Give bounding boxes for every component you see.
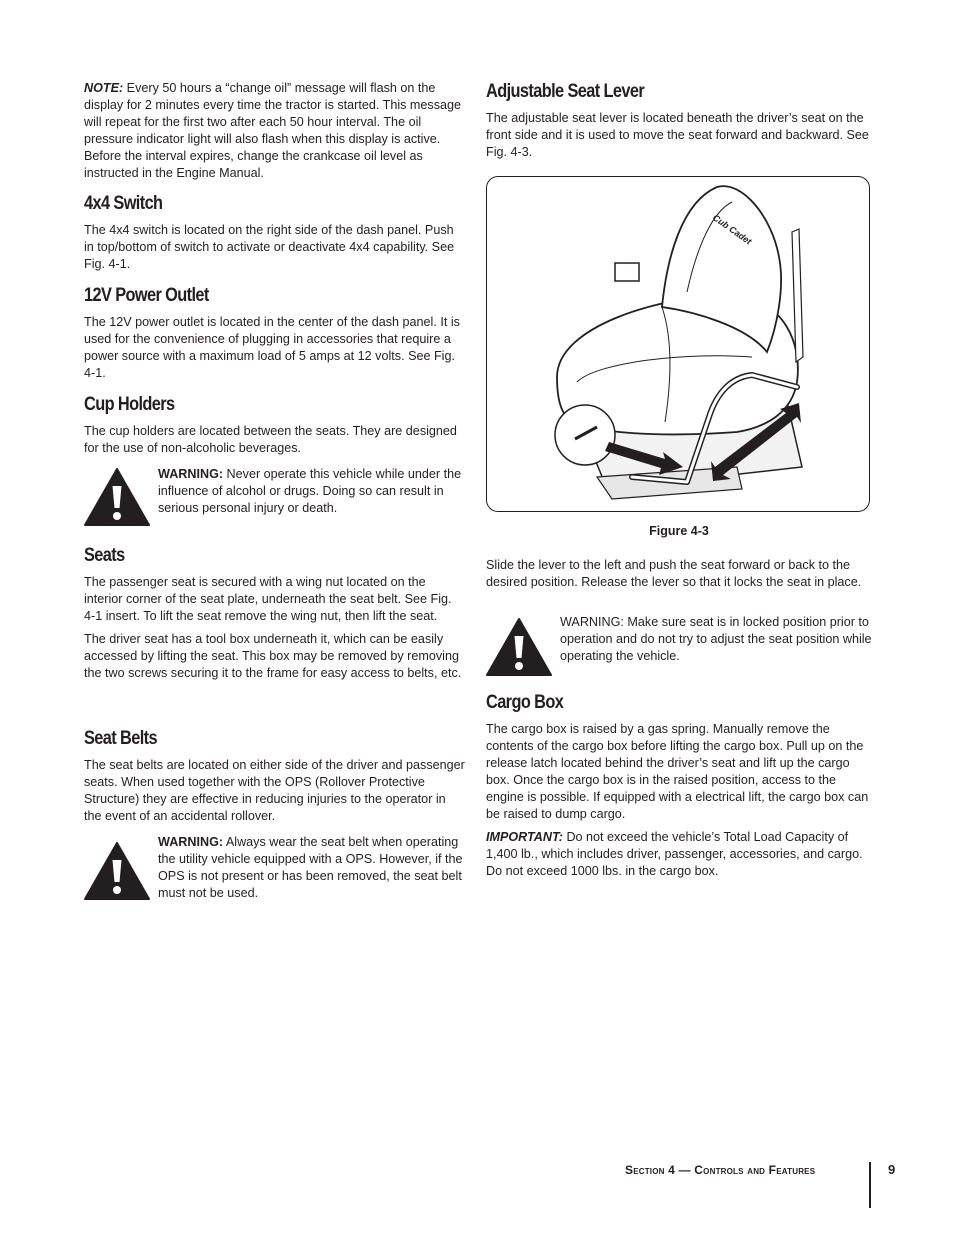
section-seats — [84, 544, 466, 688]
text-cargo-box: The cargo box is raised by a gas spring. Manually remove the contents of the cargo box before lifting the cargo box. Pull up on the release latch located behind the driver’s seat and lift up the cargo box. Once the cargo box is in the raised position, access to the engine is possible. If equipped with a electrical lift, the cargo box can be raised to dump cargo. — [486, 722, 869, 821]
text-power-outlet: The 12V power outlet is located in the center of the dash panel. It is used for the convenience of plugging in accessories that require a power source with a maximum load of 5 amps at 12 volts. See Fig. 4-1. — [84, 315, 460, 380]
figure-caption: Figure 4-3 — [649, 524, 709, 538]
section-4x4-switch — [84, 192, 466, 279]
heading-seat-belts: Seat Belts — [84, 728, 157, 749]
seat-lever-instructions — [486, 557, 872, 597]
warning-triangle-icon — [486, 618, 552, 676]
important-text: Do not exceed the vehicle’s Total Load Capacity of 1,400 lb., which includes driver, passenger, accessories, and cargo. Do not exceed 1000 lbs. in the cargo box. — [486, 830, 863, 878]
section-cup-holders — [84, 393, 466, 463]
text-seats-1: The passenger seat is secured with a wing nut located on the interior corner of the seat plate, underneath the seat belt. See Fig. 4-1 insert. To lift the seat remove the wing nut, then lift the seat. — [84, 575, 452, 623]
heading-cup-holders: Cup Holders — [84, 394, 175, 415]
heading-4x4-switch: 4x4 Switch — [84, 193, 163, 214]
important-label: IMPORTANT: — [486, 830, 563, 844]
footer-section-title: Section 4 — Controls and Features — [625, 1163, 816, 1177]
note-text: Every 50 hours a “change oil” message will flash on the display for 2 minutes every time the tractor is started. This message will repeat for the first two after each 50 hour interval. The oil pressure indicator light will also flash when this display is active. Before the interval expires, change the crankcase oil level as instructed in the Engine Manual. — [84, 81, 462, 180]
text-seat-belts: The seat belts are located on either side of the driver and passenger seats. When used together with the OPS (Rollover Protective Structure) they are effective in reducing injuries to the operator in the event of an accidental rollover. — [84, 758, 465, 823]
warning-seat-belts — [84, 834, 466, 908]
seat-illustration — [487, 177, 870, 512]
warning-triangle-icon — [84, 842, 150, 900]
warning-seat-lever-text: WARNING: Make sure seat is in locked position prior to operation and do not try to adjust the seat position while operating the vehicle. — [560, 615, 872, 663]
text-cup-holders: The cup holders are located between the seats. They are designed for the use of non-alcoholic beverages. — [84, 424, 457, 455]
warning-label: WARNING: — [158, 835, 224, 849]
note-label: NOTE: — [84, 81, 124, 95]
important-paragraph — [486, 829, 872, 880]
figure-logo-text: Cub Cadet — [710, 212, 754, 247]
text-seat-lever-2: Slide the lever to the left and push the seat forward or back to the desired position. Release the lever so that it locks the seat in place. — [486, 558, 862, 589]
section-seat-lever — [486, 80, 872, 167]
warning-seat-lever — [486, 614, 872, 671]
footer-divider — [869, 1162, 871, 1208]
warning-cup-holders — [84, 466, 466, 523]
warning-body: Always wear the seat belt when operating the utility vehicle equipped with a OPS. However, if the OPS is not present or has been removed, the seat belt must not be used. — [158, 835, 463, 900]
page-number: 9 — [888, 1162, 896, 1177]
section-power-outlet — [84, 284, 466, 388]
warning-body: Never operate this vehicle while under the influence of alcohol or drugs. Doing so can result in serious personal injury or death. — [158, 467, 462, 515]
warning-triangle-icon — [84, 468, 150, 526]
heading-power-outlet: 12V Power Outlet — [84, 285, 209, 306]
text-seats-2: The driver seat has a tool box underneath it, which can be easily accessed by lifting the seat. This box may be removed by removing the two screws securing it to the frame for easy access to belts, etc. — [84, 632, 462, 680]
heading-cargo-box: Cargo Box — [486, 692, 564, 713]
figure-seat-illustration — [486, 176, 870, 512]
warning-cup-holders-text — [158, 466, 466, 517]
text-4x4-switch: The 4x4 switch is located on the right side of the dash panel. Push in top/bottom of switch to activate or deactivate 4x4 capability. See Fig. 4-1. — [84, 223, 455, 271]
text-seat-lever: The adjustable seat lever is located beneath the driver’s seat on the front side and it is used to move the seat forward and backward. See Fig. 4-3. — [486, 111, 869, 159]
note-block — [84, 80, 466, 188]
note-paragraph — [84, 80, 466, 182]
section-cargo-box — [486, 691, 872, 886]
warning-label: WARNING: — [158, 467, 224, 481]
heading-seat-lever: Adjustable Seat Lever — [486, 81, 645, 102]
section-seat-belts — [84, 727, 466, 831]
warning-seat-belts-text — [158, 834, 466, 902]
heading-seats: Seats — [84, 545, 125, 566]
